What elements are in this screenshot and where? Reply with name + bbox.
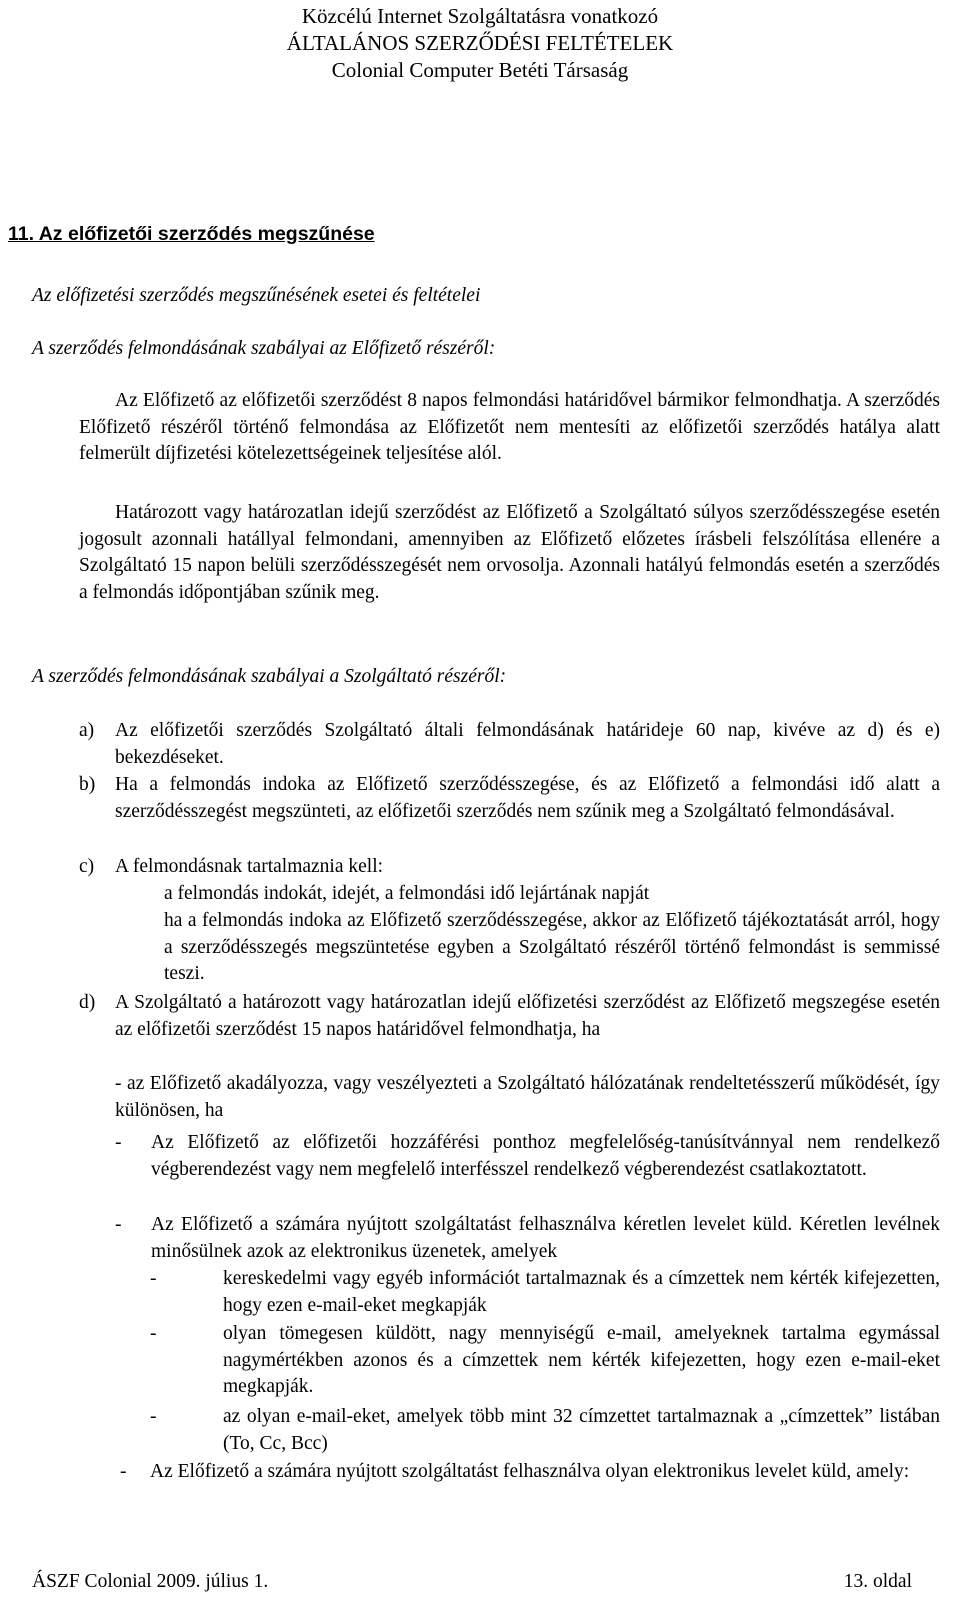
list-item-text: Az Előfizető az előfizetői hozzáférési ponthoz megfelelőség-tanúsítvánnyal nem rendelkező végberendezést vagy nem megfelelő interfésszel rendelkező végberendezést csatlakoztatott. [151, 1132, 940, 1180]
dash-marker: - [150, 1323, 157, 1344]
section-title: 11. Az előfizetői szerződés megszűnése [8, 223, 375, 245]
list-item-text: Az Előfizető a számára nyújtott szolgáltatást felhasználva olyan elektronikus levelet küld, amely: [150, 1461, 910, 1482]
spam-item-2 [150, 1321, 940, 1403]
header-line-3: Colonial Computer Betéti Társaság [331, 58, 629, 82]
list-item-c [79, 854, 940, 884]
subtitle-termination-cases: Az előfizetési szerződés megszűnésének esetei és feltételei [32, 285, 481, 306]
list-item-a [79, 718, 940, 772]
paragraph-immediate-termination: Határozott vagy határozatlan idejű szerződést az Előfizető a Szolgáltató súlyos szerződésszegése esetén jogosult azonnali hatállyal felmondani, amennyiben az Előfizető előzetes írásbeli felszólítása ellenére a Szolgáltató 15 napon belüli szerződésszegését nem orvosolja. Azonnali hatályú felmondás esetén a szerződés a felmondás időpontjában szűnik meg. [79, 502, 940, 603]
list-d-subitem-2 [115, 1212, 940, 1267]
header-line-1: Közcélú Internet Szolgáltatásra vonatkozó [301, 4, 659, 28]
list-marker: c) [79, 856, 95, 877]
list-item-b [79, 772, 940, 854]
dash-marker: - [120, 1461, 127, 1482]
list-item-text: az olyan e-mail-eket, amelyek több mint 32 címzettet tartalmaznak a „címzettek” listában (To, Cc, Bcc) [223, 1406, 940, 1454]
dash-marker: - [115, 1214, 122, 1235]
list-item-text: A Szolgáltató a határozott vagy határozatlan idejű előfizetési szerződést az Előfizető megszegése esetén az előfizetői szerződést 15 napos határidővel felmondhatja, ha [115, 992, 940, 1040]
list-item-text: Ha a felmondás indoka az Előfizető szerződésszegése, és az Előfizető a felmondási idő alatt a szerződésszegést megszünteti, az előfizetői szerződés nem szűnik meg a Szolgáltató felmondásával. [115, 774, 940, 822]
subtitle-subscriber-rules: A szerződés felmondásának szabályai az Előfizető részéről: [32, 338, 496, 359]
list-item-text: A felmondásnak tartalmaznia kell: [115, 856, 384, 877]
list-marker: b) [79, 774, 96, 795]
list-d-subitem-3 [120, 1459, 940, 1514]
spam-item-3 [150, 1404, 940, 1459]
spam-item-1 [150, 1266, 940, 1321]
dash-marker: - [115, 1132, 122, 1153]
list-item-text: Az Előfizető a számára nyújtott szolgáltatást felhasználva kéretlen levelet küld. Kéretlen levélnek minősülnek azok az elektronikus üzenetek, amelyek [151, 1214, 940, 1262]
list-item-d [79, 990, 940, 1072]
list-c-subitem-1: a felmondás indokát, idejét, a felmondási idő lejártának napját [164, 883, 650, 904]
list-marker: d) [79, 992, 96, 1013]
paragraph-subscriber-notice: Az Előfizető az előfizetői szerződést 8 napos felmondási határidővel bármikor felmondhatja. A szerződés Előfizető részéről történő felmondása az Előfizetőt nem mentesíti az előfizetői szerződés hatálya alatt felmerült díjfizetési kötelezettségeinek teljesítése alól. [79, 390, 940, 465]
footer-document-id: ÁSZF Colonial 2009. július 1. [32, 1571, 269, 1592]
list-d-subitem-1 [115, 1130, 940, 1212]
dash-marker: - [150, 1406, 157, 1427]
dash-marker: - [150, 1268, 157, 1289]
list-item-text: kereskedelmi vagy egyéb információt tartalmaznak és a címzettek nem kérték kifejezetten, hogy ezen e-mail-eket megkapják [223, 1268, 940, 1316]
footer-page-number: 13. oldal [843, 1571, 912, 1592]
header-line-2: ÁLTALÁNOS SZERZŐDÉSI FELTÉTELEK [286, 31, 674, 55]
list-item-text: olyan tömegesen küldött, nagy mennyiségű e-mail, amelyeknek tartalma egymással nagymértékben azonos és a címzettek nem kérték kifejezetten, hogy ezen e-mail-eket megkapják. [223, 1323, 940, 1398]
list-marker: a) [79, 720, 95, 741]
subtitle-provider-rules: A szerződés felmondásának szabályai a Szolgáltató részéről: [32, 666, 507, 687]
list-c-subitem-2: ha a felmondás indoka az Előfizető szerződésszegése, akkor az Előfizető tájékoztatását arról, hogy a szerződésszegés megszüntetése egyben a Szolgáltató részéről történő felmondást is semmissé teszi. [164, 910, 940, 985]
list-item-text: Az előfizetői szerződés Szolgáltató általi felmondásának határideje 60 nap, kivéve az d) és e) bekezdéseket. [115, 720, 940, 768]
document-header [0, 0, 960, 84]
list-d-subitem-0: - az Előfizető akadályozza, vagy veszélyezteti a Szolgáltató hálózatának rendeltetésszerű működését, így különösen, ha [115, 1073, 940, 1121]
